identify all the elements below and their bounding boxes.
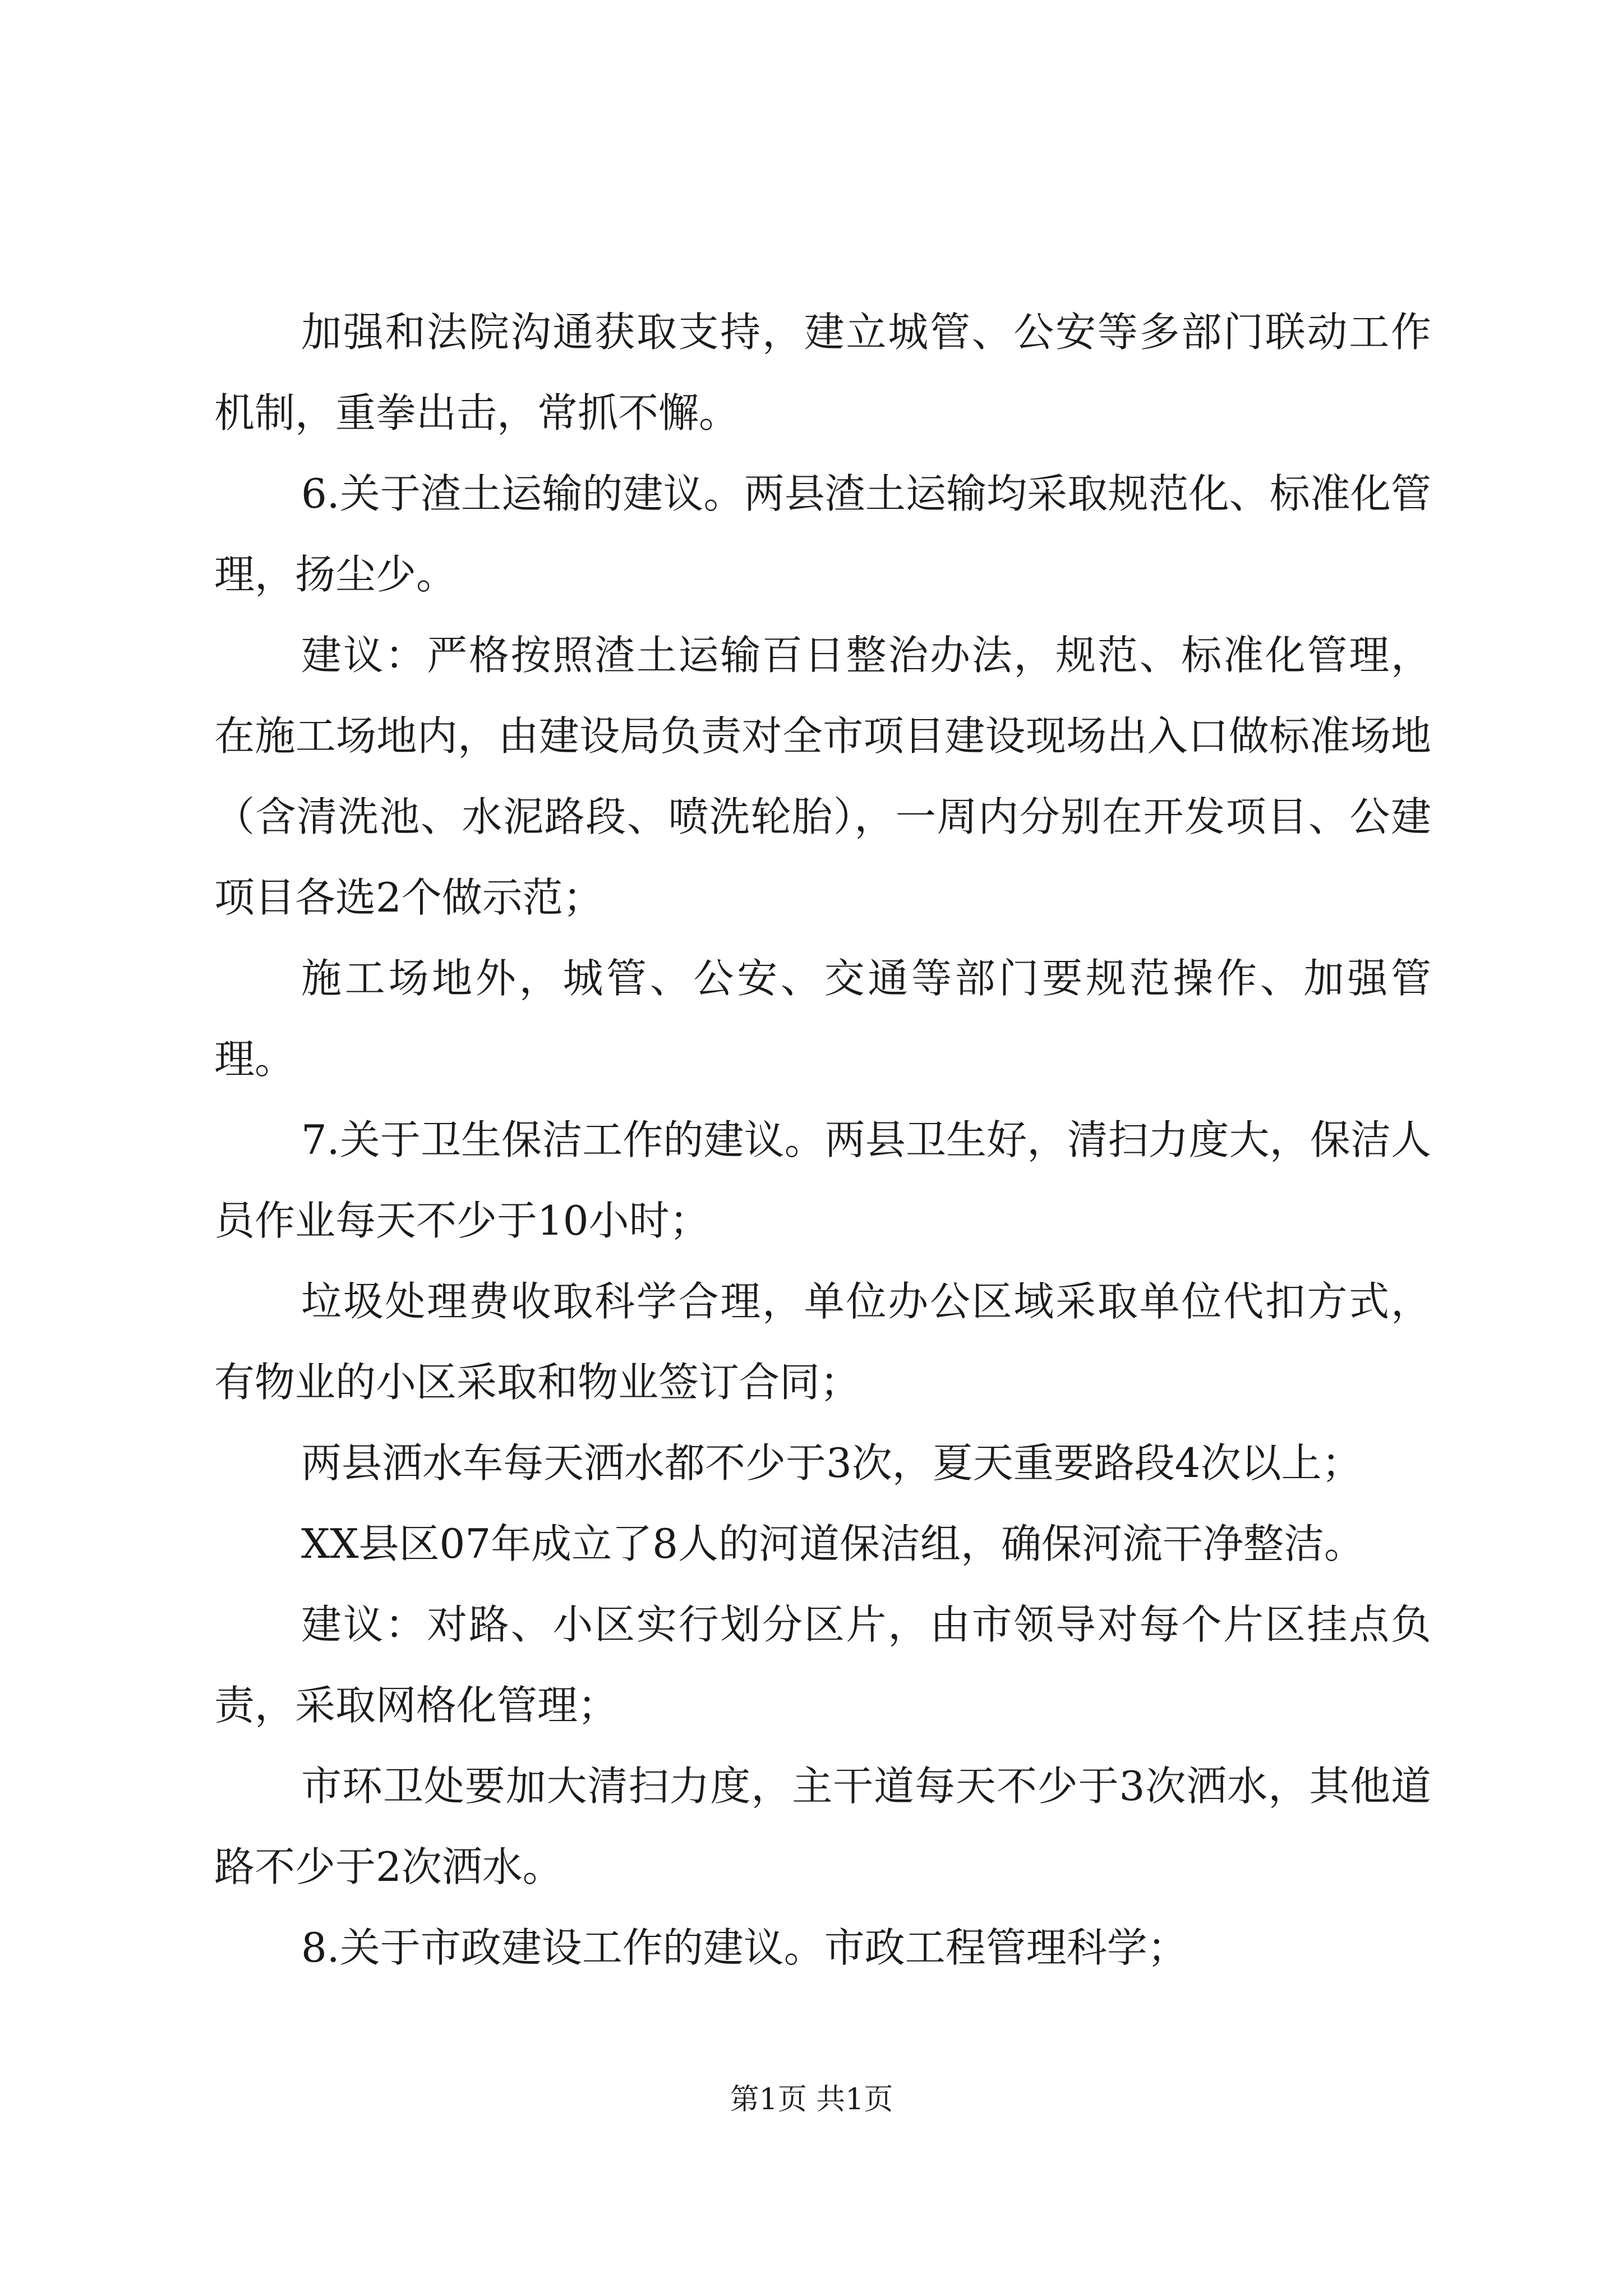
- paragraph: 施工场地外，城管、公安、交通等部门要规范操作、加强管理。: [214, 955, 1431, 1083]
- document-body: [214, 292, 1431, 1988]
- paragraph: 加强和法院沟通获取支持，建立城管、公安等多部门联动工作机制，重拳出击，常抓不懈。: [214, 309, 1431, 436]
- paragraph: XX县区07年成立了8人的河道保洁组，确保河流干净整洁。: [301, 1520, 1364, 1567]
- paragraph: 建议：严格按照渣土运输百日整治办法，规范、标准化管理，在施工场地内，由建设局负责对全市项目建设现场出入口做标准场地（含清洗池、水泥路段、喷洗轮胎），一周内分别在开发项目、公建项目各选2个做示范；: [214, 632, 1431, 921]
- paragraph: 6.关于渣土运输的建议。两县渣土运输均采取规范化、标准化管理，扬尘少。: [214, 470, 1431, 598]
- paragraph: 市环卫处要加大清扫力度，主干道每天不少于3次洒水，其他道路不少于2次洒水。: [214, 1763, 1431, 1890]
- paragraph: 两县洒水车每天洒水都不少于3次，夏天重要路段4次以上；: [301, 1439, 1362, 1487]
- paragraph: 7.关于卫生保洁工作的建议。两县卫生好，清扫力度大，保洁人员作业每天不少于10小时；: [214, 1116, 1431, 1244]
- page-footer: 第1页 共1页: [730, 2083, 893, 2116]
- paragraph: 建议：对路、小区实行划分区片，由市领导对每个片区挂点负责，采取网格化管理；: [214, 1601, 1431, 1729]
- paragraph: 垃圾处理费收取科学合理，单位办公区域采取单位代扣方式，有物业的小区采取和物业签订合同；: [214, 1278, 1431, 1406]
- paragraph: 8.关于市政建设工作的建议。市政工程管理科学；: [301, 1924, 1188, 1971]
